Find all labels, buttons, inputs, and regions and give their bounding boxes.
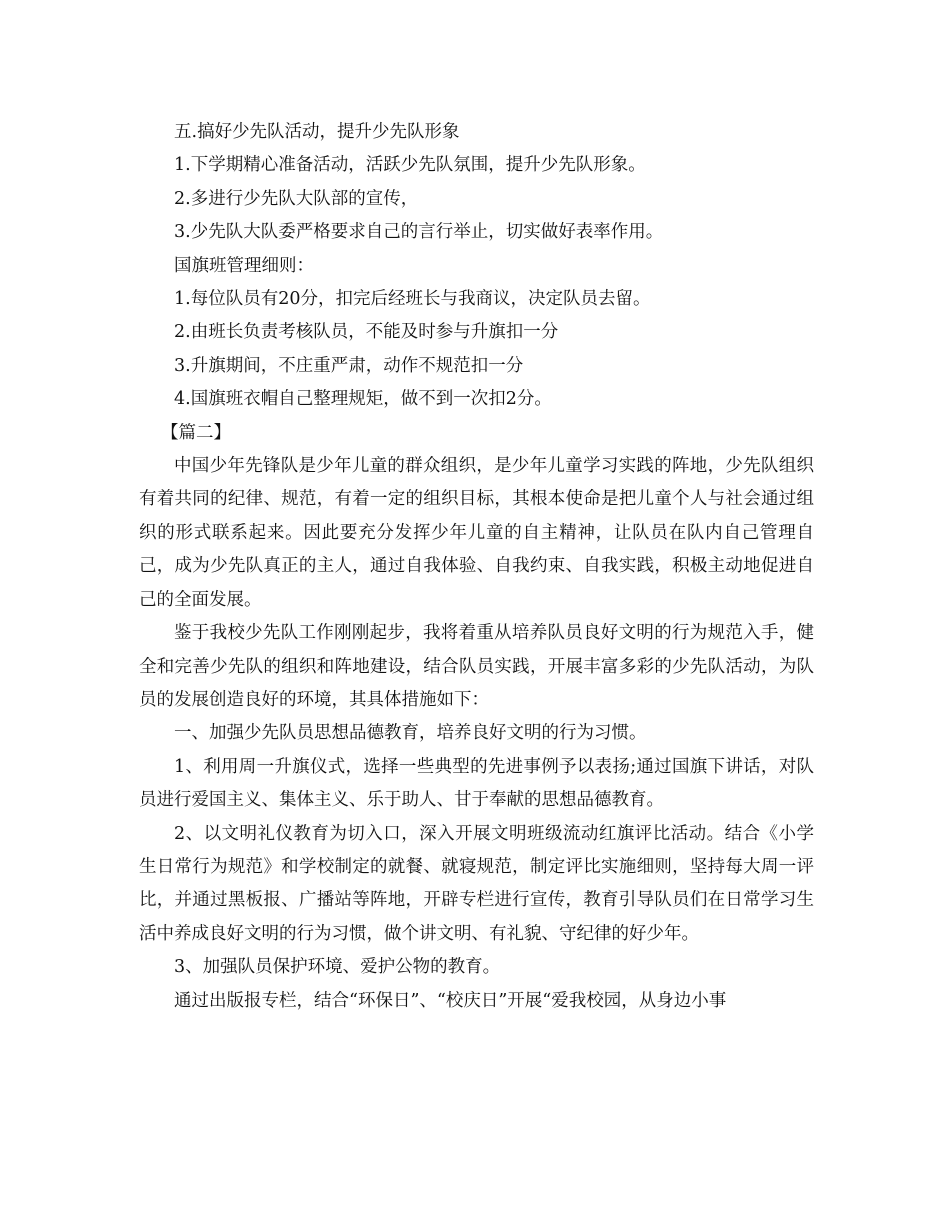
list-item: 1.每位队员有20分，扣完后经班长与我商议，决定队员去留。 [174,289,651,310]
list-item: 1.下学期精心准备活动，活跃少先队氛围，提升少先队形象。 [174,155,646,176]
paragraph: 通过出版报专栏，结合“环保日”、“校庆日”开展“爱我校园，从身边小事 [174,990,727,1011]
list-item: 4.国旗班衣帽自己整理规矩，做不到一次扣2分。 [174,389,552,410]
list-item: 2.由班长负责考核队员，不能及时参与升旗扣一分 [174,322,559,343]
document-body [139,116,814,1018]
paragraph: 中国少年先锋队是少年儿童的群众组织，是少年儿童学习实践的阵地，少先队组织有着共同的纪律、规范，有着一定的组织目标，其根本使命是把儿童个人与社会通过组织的形式联系起来。因此要充分发挥少年儿童的自主精神，让队员在队内自己管理自己，成为少先队真正的主人，通过自我体验、自我约束、自我实践，积极主动地促进自己的全面发展。 [139,456,814,610]
list-item: 3.少先队大队委严格要求自己的言行举止，切实做好表率作用。 [174,222,664,243]
paragraph: 3、加强队员保护环境、爱护公物的教育。 [174,957,501,978]
paragraph: 一、加强少先队员思想品德教育，培养良好文明的行为习惯。 [174,723,647,744]
paragraph: 1、利用周一升旗仪式，选择一些典型的先进事例予以表扬;通过国旗下讲话，对队员进行爱国主义、集体主义、乐于助人、甘于奉献的思想品德教育。 [139,756,814,811]
paragraph: 2、以文明礼仪教育为切入口，深入开展文明班级流动红旗评比活动。结合《小学生日常行为规范》和学校制定的就餐、就寝规范，制定评比实施细则，坚持每大周一评比，并通过黑板报、广播站等阵地，开辟专栏进行宣传，教育引导队员们在日常学习生活中养成良好文明的行为习惯，做个讲文明、有礼貌、守纪律的好少年。 [139,823,814,944]
section-heading-part-two: 【篇二】 [161,422,231,443]
flag-team-rules-heading: 国旗班管理细则： [174,255,314,276]
section-five-heading: 五.搞好少先队活动，提升少先队形象 [174,122,460,142]
list-item: 3.升旗期间，不庄重严肃，动作不规范扣一分 [174,355,524,376]
paragraph: 鉴于我校少先队工作刚刚起步，我将着重从培养队员良好文明的行为规范入手，健全和完善少先队的组织和阵地建设，结合队员实践，开展丰富多彩的少先队活动，为队员的发展创造良好的环境，其具体措施如下： [139,623,814,710]
list-item: 2.多进行少先队大队部的宣传， [174,188,419,209]
